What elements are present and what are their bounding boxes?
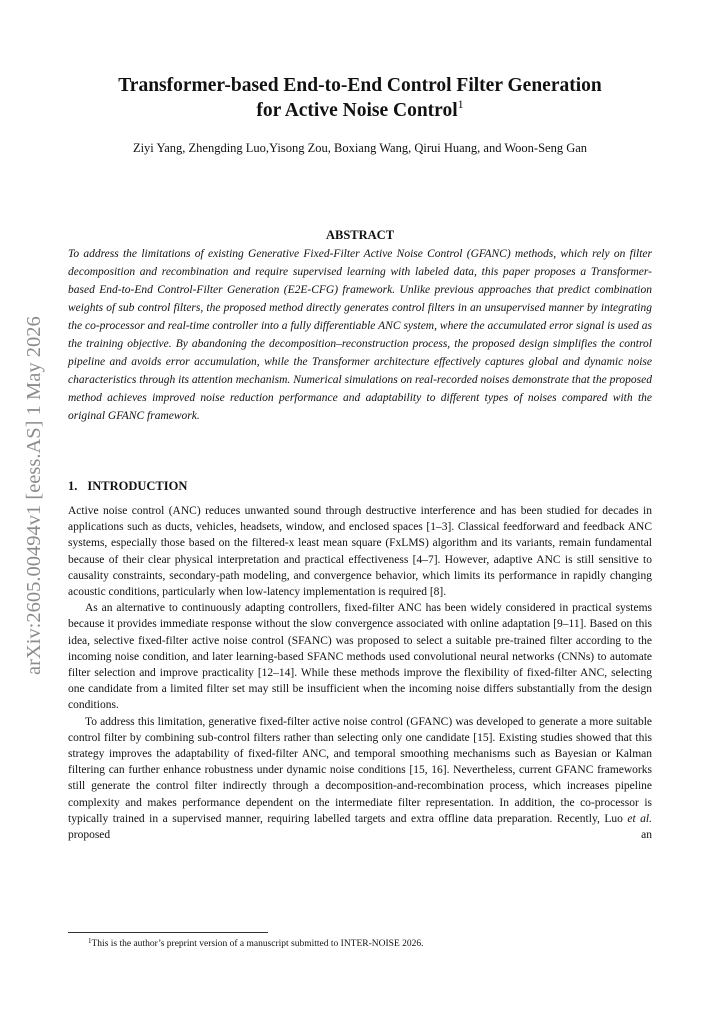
abstract-text: To address the limitations of existing Generative Fixed-Filter Active Noise Control (GFANC) methods, which rely on filter decomposition and recombination and require supervised learning with labeled data, this paper proposes a Transformer-based End-to-End Control-Filter Generation (E2E-CFG) framework. Unlike previous approaches that predict combination weights of sub control filters, the proposed method directly generates control filters in an unsupervised manner by integrating the co-processor and real-time controller into a fully differentiable ANC system, where the accumulated error signal is used as the training objective. By abandoning the decomposition–reconstruction process, the proposed design simplifies the control pipeline and avoids error accumulation, while the Transformer architecture effectively captures global and dynamic noise characteristics through its attention mechanism. Numerical simulations on real-recorded noises demonstrate that the proposed method achieves improved noise reduction performance and adaptability to different types of noises compared with the original GFANC framework. [68, 248, 652, 422]
intro-paragraph-3-main: To address this limitation, generative fixed-filter active noise control (GFANC) was developed to generate a more suitable control filter by combining sub-control filters rather than selecting only one candidate [15]. Existing studies showed that this strategy improves the adaptability of fixed-filter ANC, and temporal smoothing mechanisms such as Bayesian or Kalman filtering can further enhance robustness under dynamic noise conditions [15, 16]. Nevertheless, current GFANC frameworks still generate the control filter indirectly through a decomposition-and-recombination process, which increases pipeline complexity and makes performance dependent on the intermediate filter representation. In addition, the co-processor is typically trained in a supervised manner, requiring labelled targets and extra offline data preparation. Recently, Luo [68, 715, 652, 825]
section-heading-introduction [68, 478, 187, 494]
footnote-mark: 1 [88, 937, 92, 945]
footnote-divider [68, 932, 268, 933]
footnote-text: This is the author’s preprint version of a manuscript submitted to INTER-NOISE 2026. [91, 939, 424, 949]
intro-paragraph-3 [68, 714, 652, 860]
introduction-body [68, 503, 652, 859]
intro-paragraph-3-etal: et al. [627, 812, 653, 825]
intro-paragraph-2: As an alternative to continuously adapting controllers, fixed-filter ANC has been widely considered in practical systems because it provides immediate response without the slow convergence associated with online adaptation [9–11]. Based on this idea, selective fixed-filter active noise control (SFANC) was proposed to select a suitable pre-trained filter according to the incoming noise condition, and later learning-based SFANC methods used convolutional neural networks (CNNs) to automate filter selection and improve practicality [12–14]. While these methods improve the flexibility of fixed-filter ANC, selecting one candidate from a limited filter set may still be insufficient when the incoming noise differs substantially from the design conditions. [68, 602, 652, 712]
section-title: INTRODUCTION [87, 479, 188, 493]
arxiv-identifier-text: arXiv:2605.00494v1 [eess.AS] 1 May 2026 [23, 316, 45, 675]
author-list: Ziyi Yang, Zhengding Luo,Yisong Zou, Boxiang Wang, Qirui Huang, and Woon-Seng Gan [132, 141, 588, 155]
intro-paragraph-3-tail: proposed an [68, 829, 652, 842]
abstract-heading: ABSTRACT [325, 228, 395, 242]
footnote [88, 938, 648, 950]
section-number: 1. [68, 479, 78, 493]
title-line-1: Transformer-based End-to-End Control Filter Generation [118, 75, 602, 96]
title-line-2 [60, 98, 660, 123]
intro-paragraph-1: Active noise control (ANC) reduces unwanted sound through destructive interference and has been studied for decades in applications such as ducts, vehicles, headsets, window, and enclosed spaces [1–3]. Classical feedforward and feedback ANC systems, especially those based on the filtered-x least mean square (FxLMS) algorithm and its variants, remain fundamental because of their clear physical interpretation and practical effectiveness [4–7]. However, adaptive ANC is still sensitive to causality constraints, secondary-path modeling, and convergence behavior, which limits its performance in rapidly changing acoustic conditions, particularly when low-latency implementation is required [8]. [68, 505, 652, 599]
paper-title [60, 73, 660, 123]
title-line-2-text: for Active Noise Control [256, 100, 458, 121]
arxiv-side-identifier [20, 290, 48, 675]
title-footnote-mark: 1 [457, 97, 464, 111]
